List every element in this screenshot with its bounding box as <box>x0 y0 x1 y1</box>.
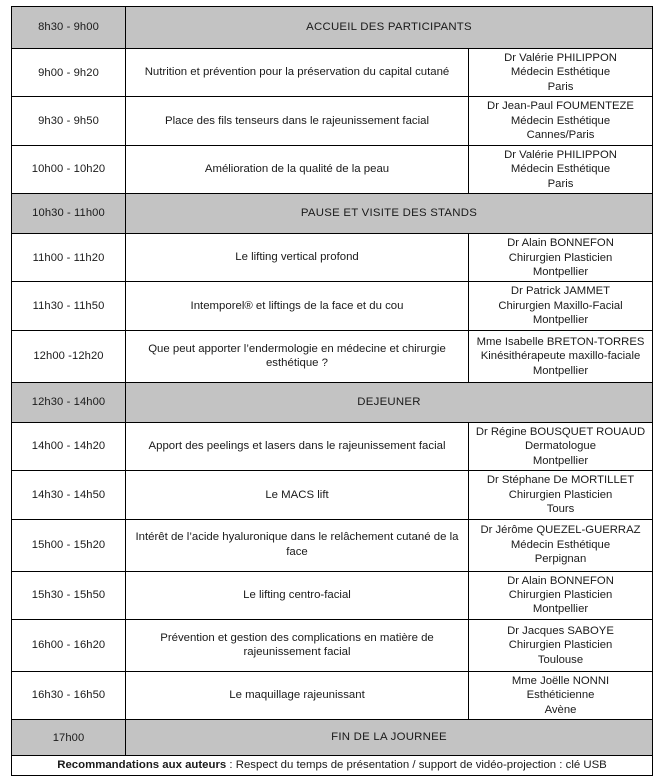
speaker-cell <box>469 282 653 330</box>
table-row-banner-pause <box>12 194 653 234</box>
speaker-name: Dr Alain BONNEFON <box>507 237 614 250</box>
speaker-role: Chirurgien Plasticien <box>508 588 613 601</box>
table-row-session <box>12 97 653 145</box>
speaker-name: Dr Jean-Paul FOUMENTEZE <box>487 100 634 113</box>
session-title: Intemporel® et liftings de la face et du cou <box>126 282 469 330</box>
speaker-city: Toulouse <box>537 653 584 666</box>
banner-label: DEJEUNER <box>126 382 653 422</box>
table-row-session <box>12 282 653 330</box>
speaker-name: Mme Isabelle BRETON-TORRES <box>476 335 645 348</box>
recommendations-note <box>12 756 653 776</box>
time-cell: 12h00 -12h20 <box>12 330 126 382</box>
time-cell: 11h30 - 11h50 <box>12 282 126 330</box>
time-cell: 16h00 - 16h20 <box>12 619 126 671</box>
session-title: Le maquillage rajeunissant <box>126 671 469 719</box>
speaker-city: Avène <box>544 703 577 716</box>
table-row-footer <box>12 756 653 776</box>
session-title: Apport des peelings et lasers dans le rajeunissement facial <box>126 422 469 470</box>
time-cell: 14h00 - 14h20 <box>12 422 126 470</box>
session-title: Le lifting centro-facial <box>126 571 469 619</box>
session-title-line-1: Que peut apporter l’endermologie en médecine <box>148 342 387 355</box>
speaker-role: Médecin Esthétique <box>510 114 611 127</box>
time-cell: 17h00 <box>12 720 126 756</box>
time-cell: 10h30 - 11h00 <box>12 194 126 234</box>
table-row-session <box>12 145 653 193</box>
speaker-role: Chirurgien Plasticien <box>508 251 613 264</box>
speaker-name: Dr Jacques SABOYE <box>507 624 614 637</box>
time-cell: 9h30 - 9h50 <box>12 97 126 145</box>
speaker-cell <box>469 671 653 719</box>
session-title: Place des fils tenseurs dans le rajeunissement facial <box>126 97 469 145</box>
time-cell: 14h30 - 14h50 <box>12 471 126 519</box>
time-cell: 8h30 - 9h00 <box>12 7 126 49</box>
speaker-city: Perpignan <box>534 553 587 566</box>
table-row-session <box>12 519 653 571</box>
speaker-role: Chirurgien Plasticien <box>508 488 613 501</box>
session-title <box>126 619 469 671</box>
speaker-city: Cannes/Paris <box>526 129 595 142</box>
session-title-line-2: et chirurgie esthétique ? <box>265 342 446 370</box>
speaker-role: Médecin Esthétique <box>510 66 611 79</box>
table-row-session <box>12 330 653 382</box>
speaker-role: Dermatologue <box>525 440 596 453</box>
session-title-line-2: de rajeunissement facial <box>243 631 434 659</box>
speaker-cell <box>469 97 653 145</box>
speaker-cell <box>469 330 653 382</box>
speaker-city: Montpellier <box>532 314 589 327</box>
banner-label: ACCUEIL DES PARTICIPANTS <box>126 7 653 49</box>
speaker-cell <box>469 471 653 519</box>
session-title: Le MACS lift <box>126 471 469 519</box>
speaker-cell <box>469 422 653 470</box>
speaker-name: Dr Patrick JAMMET <box>510 285 611 298</box>
speaker-city: Montpellier <box>532 364 589 377</box>
speaker-name: Dr Valérie PHILIPPON <box>504 148 617 161</box>
time-cell: 15h00 - 15h20 <box>12 519 126 571</box>
table-row-session <box>12 619 653 671</box>
table-row-session <box>12 471 653 519</box>
speaker-role: Kinésithérapeute maxillo-faciale <box>480 350 641 363</box>
time-cell: 15h30 - 15h50 <box>12 571 126 619</box>
speaker-cell <box>469 49 653 97</box>
speaker-name: Dr Alain BONNEFON <box>507 574 614 587</box>
speaker-city: Tours <box>546 503 575 516</box>
speaker-city: Montpellier <box>532 265 589 278</box>
table-row-banner-fin <box>12 720 653 756</box>
table-row-banner-dejeuner <box>12 382 653 422</box>
session-title: Amélioration de la qualité de la peau <box>126 145 469 193</box>
banner-label: PAUSE ET VISITE DES STANDS <box>126 194 653 234</box>
banner-label: FIN DE LA JOURNEE <box>126 720 653 756</box>
speaker-city: Paris <box>547 80 574 93</box>
speaker-name: Dr Jérôme QUEZEL-GUERRAZ <box>480 524 641 537</box>
session-title <box>126 330 469 382</box>
speaker-role: Esthéticienne <box>526 689 595 702</box>
speaker-role: Chirurgien Plasticien <box>508 639 613 652</box>
speaker-role: Médecin Esthétique <box>510 538 611 551</box>
table-row-banner-accueil <box>12 7 653 49</box>
session-title-line-1: Prévention et gestion des complications en matière <box>160 631 418 644</box>
table-row-session <box>12 234 653 282</box>
speaker-name: Mme Joëlle NONNI <box>511 674 610 687</box>
time-cell: 10h00 - 10h20 <box>12 145 126 193</box>
speaker-role: Médecin Esthétique <box>510 163 611 176</box>
session-title: Nutrition et prévention pour la préservation du capital cutané <box>126 49 469 97</box>
table-row-session <box>12 571 653 619</box>
session-title: Le lifting vertical profond <box>126 234 469 282</box>
speaker-cell <box>469 234 653 282</box>
table-row-session <box>12 671 653 719</box>
time-cell: 11h00 - 11h20 <box>12 234 126 282</box>
recommendations-label: Recommandations aux auteurs <box>57 759 227 772</box>
time-cell: 12h30 - 14h00 <box>12 382 126 422</box>
program-table-body <box>12 7 653 776</box>
speaker-city: Paris <box>547 177 574 190</box>
speaker-name: Dr Valérie PHILIPPON <box>504 52 617 64</box>
speaker-city: Montpellier <box>532 454 589 467</box>
session-title-line-1: Intérêt de l’acide hyaluronique dans le relâchement cutané <box>135 531 431 544</box>
recommendations-text: : Respect du temps de présentation / support de vidéo-projection : clé USB <box>226 759 607 772</box>
time-cell: 16h30 - 16h50 <box>12 671 126 719</box>
session-title <box>126 519 469 571</box>
speaker-city: Montpellier <box>532 603 589 616</box>
time-cell: 9h00 - 9h20 <box>12 49 126 97</box>
speaker-cell <box>469 619 653 671</box>
speaker-cell <box>469 519 653 571</box>
session-title-line-2: de la face <box>286 531 459 559</box>
table-row-session <box>12 422 653 470</box>
speaker-role: Chirurgien Maxillo-Facial <box>498 299 623 312</box>
speaker-cell <box>469 145 653 193</box>
conference-program-table <box>11 6 653 776</box>
speaker-cell <box>469 571 653 619</box>
speaker-name: Dr Stéphane De MORTILLET <box>486 474 635 487</box>
table-row-session <box>12 49 653 97</box>
speaker-name: Dr Régine BOUSQUET ROUAUD <box>475 425 646 438</box>
